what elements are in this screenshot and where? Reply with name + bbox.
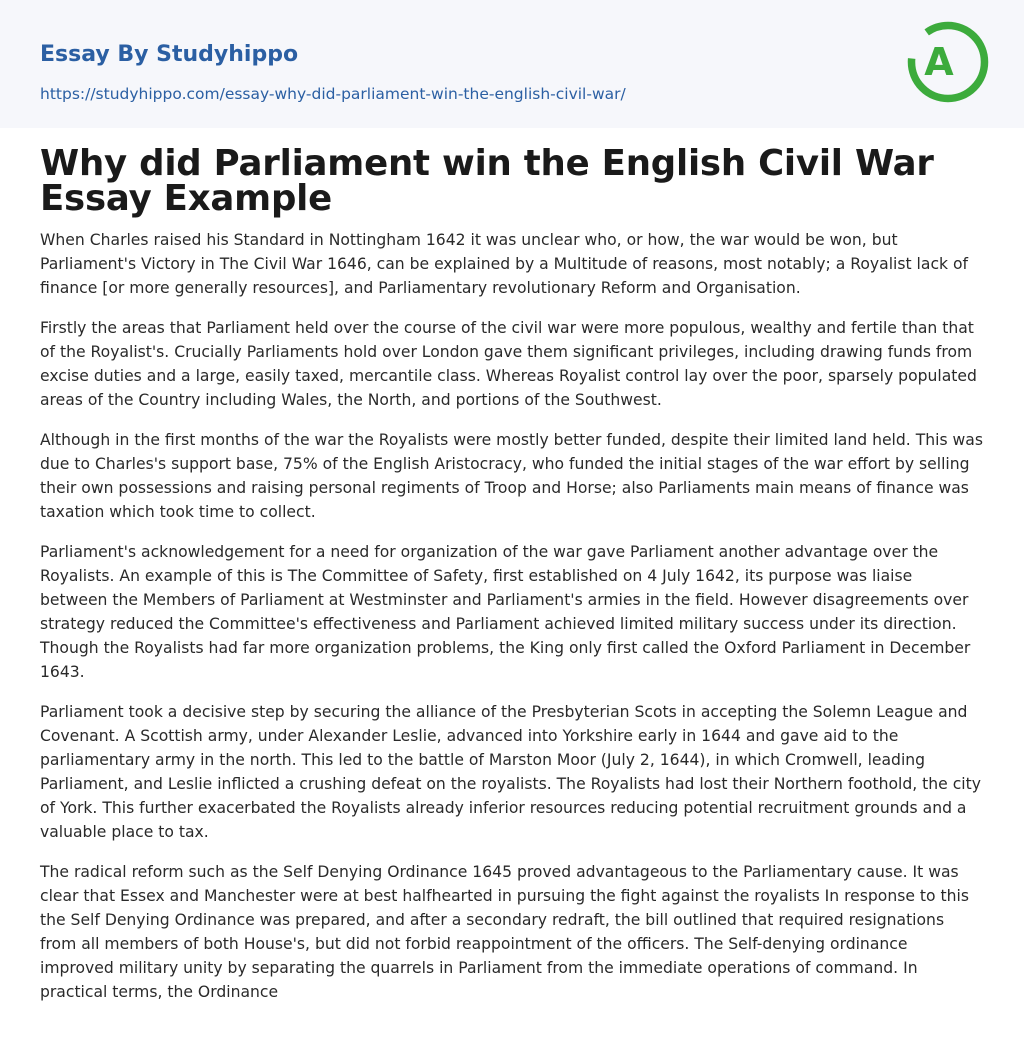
- paragraph-3: Although in the first months of the war the Royalists were mostly better funded, despite their limited land held. This was due to Charles's support base, 75% of the English Aristocracy, who funded the initial stages of the war effort by selling their own possessions and raising personal regiments of Troop and Horse; also Parliaments main means of finance was taxation which took time to collect.: [40, 431, 983, 521]
- essay-url-link[interactable]: https://studyhippo.com/essay-why-did-parliament-win-the-english-civil-war/: [40, 85, 626, 103]
- paragraph-2: Firstly the areas that Parliament held over the course of the civil war were more populous, wealthy and fertile than that of the Royalist's. Crucially Parliaments hold over London gave them significant privileges, including drawing funds from excise duties and a large, easily taxed, mercantile class. Whereas Royalist control lay over the poor, sparsely populated areas of the Country including Wales, the North, and portions of the Southwest.: [40, 319, 977, 409]
- paragraph-6: The radical reform such as the Self Denying Ordinance 1645 proved advantageous to the Parliamentary cause. It was clear that Essex and Manchester were at best halfhearted in pursuing the fight against the royalists In response to this the Self Denying Ordinance was prepared, and after a secondary redraft, the bill outlined that required resignations from all members of both House's, but did not forbid reappointment of the officers. The Self-denying ordinance improved military unity by separating the quarrels in Parliament from the immediate operations of command. In practical terms, the Ordinance: [40, 863, 969, 1001]
- paragraph-5: Parliament took a decisive step by securing the alliance of the Presbyterian Scots in accepting the Solemn League and Covenant. A Scottish army, under Alexander Leslie, advanced into Yorkshire early in 1644 and gave aid to the parliamentary army in the north. This led to the battle of Marston Moor (July 2, 1644), in which Cromwell, leading Parliament, and Leslie inflicted a crushing defeat on the royalists. The Royalists had lost their Northern foothold, the city of York. This further exacerbated the Royalists already inferior resources reducing potential recruitment grounds and a valuable place to tax.: [40, 703, 981, 841]
- paragraph-1: When Charles raised his Standard in Nottingham 1642 it was unclear who, or how, the war would be won, but Parliament's Victory in The Civil War 1646, can be explained by a Multitude of reasons, most notably; a Royalist lack of finance [or more generally resources], and Parliamentary revolutionary Reform and Organisation.: [40, 231, 969, 297]
- site-header: [0, 0, 1024, 128]
- studyhippo-logo-icon[interactable]: [907, 18, 989, 106]
- page-title: Why did Parliament win the English Civil War Essay Example: [40, 143, 934, 219]
- brand-title[interactable]: Essay By Studyhippo: [40, 42, 299, 67]
- essay-body: [40, 228, 984, 1020]
- logo-letter: A: [924, 40, 954, 84]
- paragraph-4: Parliament's acknowledgement for a need for organization of the war gave Parliament another advantage over the Royalists. An example of this is The Committee of Safety, first established on 4 July 1642, its purpose was liaise between the Members of Parliament at Westminster and Parliament's armies in the field. However disagreements over strategy reduced the Committee's effectiveness and Parliament achieved limited military success under its direction. Though the Royalists had far more organization problems, the King only first called the Oxford Parliament in December 1643.: [40, 543, 971, 681]
